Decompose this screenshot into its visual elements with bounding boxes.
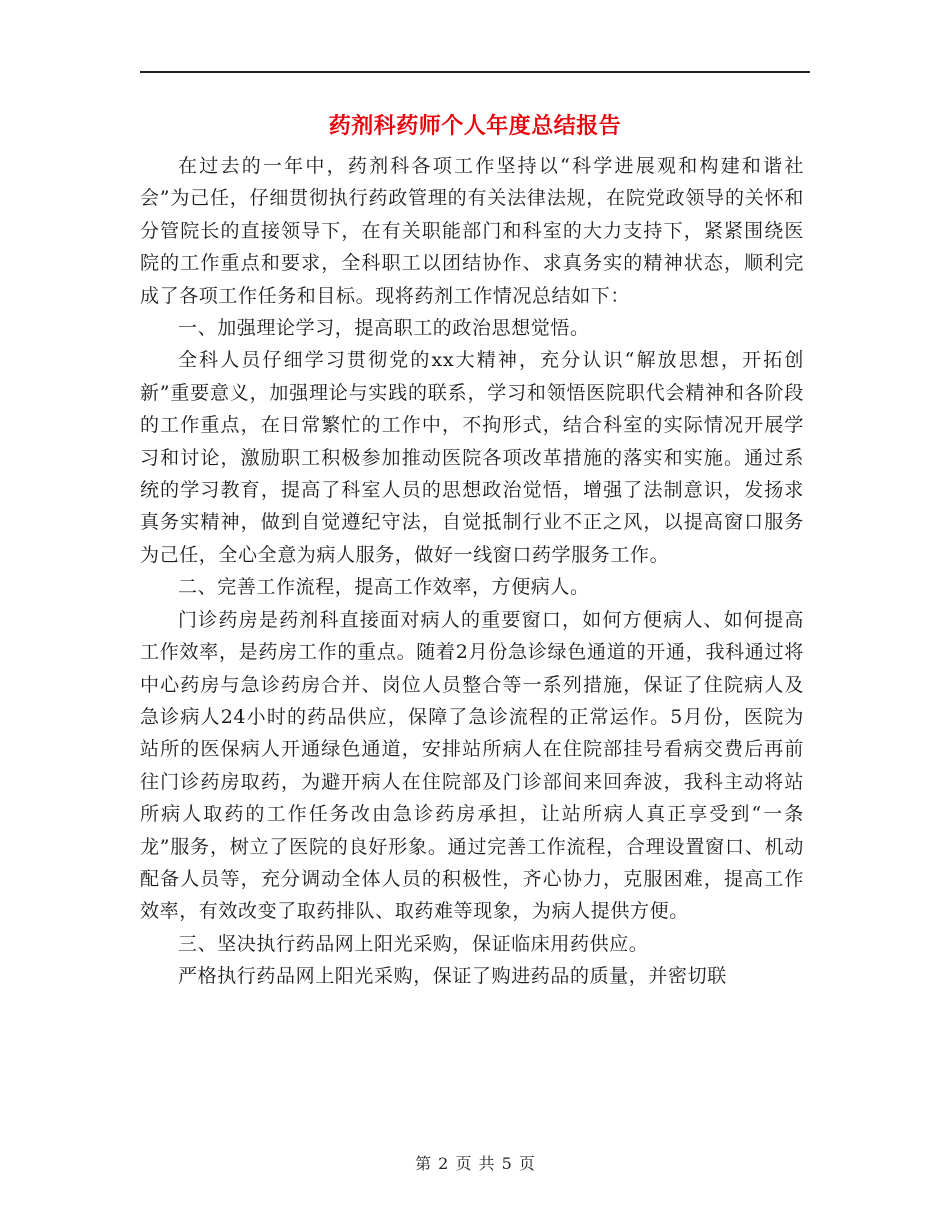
header-rule <box>140 71 810 73</box>
document-title: 药剂科药师个人年度总结报告 <box>328 113 622 139</box>
section-heading-3: 三、坚决执行药品网上阳光采购，保证临床用药供应。 <box>178 932 649 955</box>
section-heading-1: 一、加强理论学习，提高职工的政治思想觉悟。 <box>178 317 590 340</box>
body-paragraph: 门诊药房是药剂科直接面对病人的重要窗口，如何方便病人、如何提高工作效率，是药房工作的重点。随着2月份急诊绿色通道的开通，我科通过将中心药房与急诊药房合并、岗位人员整合等一系列措施，保证了住院病人及急诊病人24小时的药品供应，保障了急诊流程的正常运作。5月份，医院为站所的医保病人开通绿色通道，安排站所病人在住院部挂号看病交费后再前往门诊药房取药，为避开病人在住院部及门诊部间来回奔波，我科主动将站所病人取药的工作任务改由急诊药房承担，让站所病人真正享受到“一条龙”服务，树立了医院的良好形象。通过完善工作流程，合理设置窗口、机动配备人员等，充分调动全体人员的积极性，齐心协力，克服困难，提高工作效率，有效改变了取药排队、取药难等现象，为病人提供方便。 <box>140 608 804 923</box>
page-number: 第 2 页 共 5 页 <box>415 1154 535 1173</box>
body-paragraph: 全科人员仔细学习贯彻党的xx大精神，充分认识“解放思想，开拓创新”重要意义，加强理论与实践的联系，学习和领悟医院职代会精神和各阶段的工作重点，在日常繁忙的工作中，不拘形式，结合科室的实际情况开展学习和讨论，激励职工积极参加推动医院各项改革措施的落实和实施。通过系统的学习教育，提高了科室人员的思想政治觉悟，增强了法制意识，发扬求真务实精神，做到自觉遵纪守法，自觉抵制行业不正之风，以提高窗口服务为己任，全心全意为病人服务，做好一线窗口药学服务工作。 <box>140 349 804 566</box>
intro-paragraph: 在过去的一年中，药剂科各项工作坚持以“科学进展观和构建和谐社会”为己任，仔细贯彻执行药政管理的有关法律法规，在院党政领导的关怀和分管院长的直接领导下，在有关职能部门和科室的大力支持下，紧紧围绕医院的工作重点和要求，全科职工以团结协作、求真务实的精神状态，顺利完成了各项工作任务和目标。现将药剂工作情况总结如下： <box>140 155 804 307</box>
body-paragraph: 严格执行药品网上阳光采购，保证了购进药品的质量，并密切联 <box>178 965 727 988</box>
section-heading-2: 二、完善工作流程，提高工作效率，方便病人。 <box>178 576 590 599</box>
document-body <box>140 150 804 993</box>
